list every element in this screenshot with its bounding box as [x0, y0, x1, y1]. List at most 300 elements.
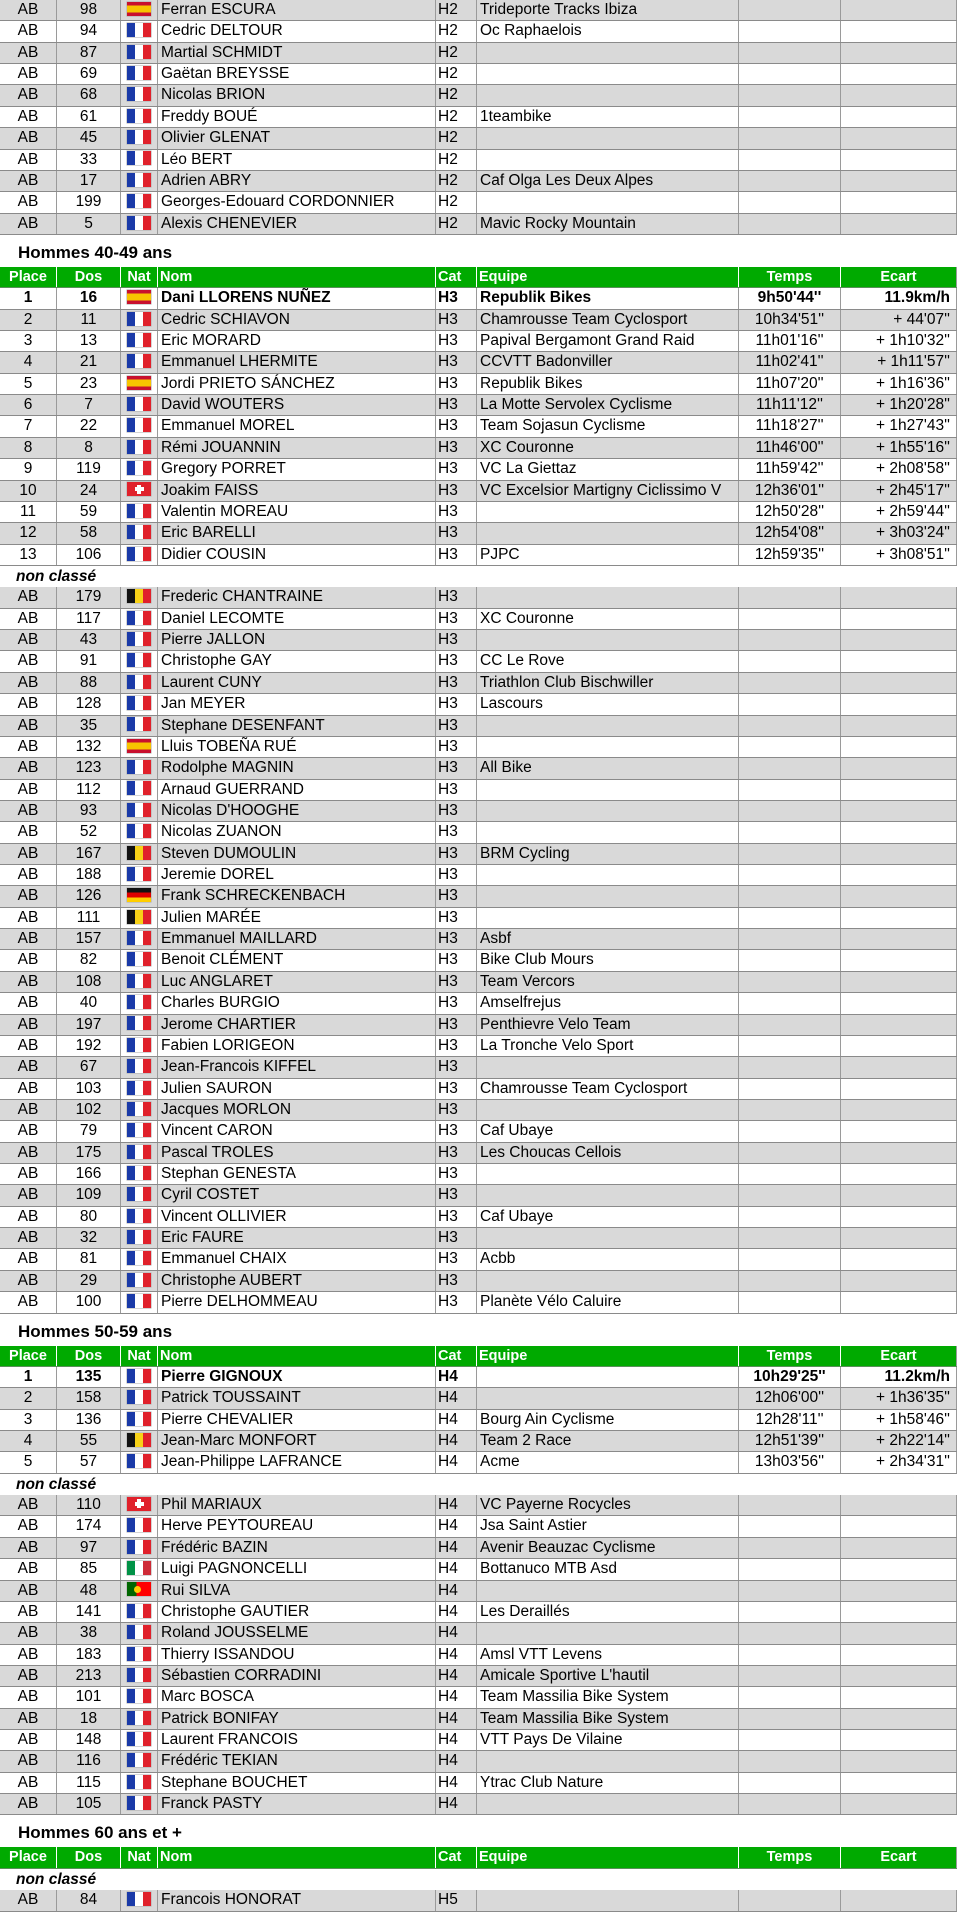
bib-cell: 59 [56, 502, 120, 522]
team-cell: Mavic Rocky Mountain [476, 214, 738, 234]
ranked-row [0, 545, 957, 566]
unranked-row [0, 1495, 957, 1516]
nat-cell [120, 331, 157, 351]
nat-cell [120, 929, 157, 949]
gap-cell [840, 972, 957, 992]
nat-cell [120, 395, 157, 415]
category-cell: H4 [435, 1730, 476, 1750]
nat-cell [120, 1602, 157, 1622]
gap-cell [840, 822, 957, 842]
header-gap: Ecart [840, 267, 957, 287]
france-flag-icon [127, 504, 151, 518]
unranked-row [0, 1100, 957, 1121]
name-cell: Jean-Francois KIFFEL [157, 1057, 435, 1077]
table-header [0, 1847, 957, 1868]
france-flag-icon [127, 632, 151, 646]
team-cell [476, 1100, 738, 1120]
nat-cell [120, 545, 157, 565]
nat-cell [120, 1890, 157, 1910]
category-cell: H3 [435, 352, 476, 372]
bib-cell: 85 [56, 1559, 120, 1579]
section-title: Hommes 40-49 ans [18, 242, 173, 262]
team-cell: Team 2 Race [476, 1431, 738, 1451]
category-cell: H2 [435, 85, 476, 105]
time-cell [738, 107, 840, 127]
time-cell [738, 1516, 840, 1536]
nat-cell [120, 630, 157, 650]
time-cell [738, 1249, 840, 1269]
france-flag-icon [127, 1273, 151, 1287]
category-cell: H2 [435, 43, 476, 63]
nat-cell [120, 43, 157, 63]
name-cell: Jerome CHARTIER [157, 1015, 435, 1035]
team-cell [476, 502, 738, 522]
header-bib: Dos [56, 267, 120, 287]
time-cell [738, 1057, 840, 1077]
place-cell: AB [17, 1271, 39, 1289]
bib-cell: 106 [56, 545, 120, 565]
gap-cell [840, 1602, 957, 1622]
gap-cell [840, 886, 957, 906]
header-category: Cat [435, 267, 476, 287]
unranked-row [0, 1036, 957, 1057]
bib-cell: 21 [56, 352, 120, 372]
time-cell [738, 1709, 840, 1729]
place-cell: AB [17, 673, 39, 691]
unranked-row [0, 21, 957, 42]
team-cell: Team Sojasun Cyclisme [476, 416, 738, 436]
unranked-row [0, 43, 957, 64]
nat-cell [120, 758, 157, 778]
name-cell: Pierre DELHOMMEAU [157, 1292, 435, 1312]
time-cell [738, 929, 840, 949]
gap-cell: + 2h59'44'' [840, 502, 957, 522]
category-cell: H3 [435, 1121, 476, 1141]
team-cell [476, 1794, 738, 1814]
time-cell [738, 1292, 840, 1312]
time-cell: 12h59'35'' [738, 545, 840, 565]
france-flag-icon [127, 151, 151, 165]
place-cell: 2 [23, 310, 33, 328]
gap-cell [840, 1794, 957, 1814]
place-cell: AB [17, 193, 39, 211]
team-cell [476, 1623, 738, 1643]
nat-cell [120, 107, 157, 127]
france-flag-icon [127, 1102, 151, 1116]
category-cell: H3 [435, 737, 476, 757]
team-cell: Amsl VTT Levens [476, 1645, 738, 1665]
time-cell [738, 1890, 840, 1910]
category-cell: H3 [435, 673, 476, 693]
place-cell: AB [17, 951, 39, 969]
nat-cell [120, 85, 157, 105]
nat-cell [120, 1666, 157, 1686]
france-flag-icon [127, 653, 151, 667]
france-flag-icon [127, 1230, 151, 1244]
france-flag-icon [127, 109, 151, 123]
unranked-row [0, 1143, 957, 1164]
gap-cell [840, 1185, 957, 1205]
bib-cell: 23 [56, 374, 120, 394]
team-cell: Amselfrejus [476, 993, 738, 1013]
bib-cell: 158 [56, 1388, 120, 1408]
team-cell [476, 150, 738, 170]
nat-cell [120, 886, 157, 906]
gap-cell [840, 107, 957, 127]
nat-cell [120, 1036, 157, 1056]
team-cell: Ytrac Club Nature [476, 1773, 738, 1793]
bib-cell: 43 [56, 630, 120, 650]
france-flag-icon [127, 1518, 151, 1532]
france-flag-icon [127, 824, 151, 838]
time-cell [738, 694, 840, 714]
category-cell: H3 [435, 587, 476, 607]
place-cell: AB [17, 1581, 39, 1599]
team-cell [476, 1890, 738, 1910]
name-cell: Frank SCHRECKENBACH [157, 886, 435, 906]
team-cell: Lascours [476, 694, 738, 714]
ranked-row [0, 459, 957, 480]
time-cell: 11h02'41'' [738, 352, 840, 372]
gap-cell [840, 950, 957, 970]
nat-cell [120, 1143, 157, 1163]
ranked-row [0, 374, 957, 395]
unranked-row [0, 1773, 957, 1794]
bib-cell: 81 [56, 1249, 120, 1269]
name-cell: Fabien LORIGEON [157, 1036, 435, 1056]
category-cell: H4 [435, 1773, 476, 1793]
team-cell: Amicale Sportive L'hautil [476, 1666, 738, 1686]
bib-cell: 61 [56, 107, 120, 127]
category-cell: H3 [435, 1271, 476, 1291]
category-cell: H2 [435, 0, 476, 20]
category-cell: H3 [435, 801, 476, 821]
name-cell: Eric MORARD [157, 331, 435, 351]
nat-cell [120, 128, 157, 148]
name-cell: Cedric SCHIAVON [157, 310, 435, 330]
category-cell: H4 [435, 1495, 476, 1515]
nat-cell [120, 1709, 157, 1729]
name-cell: Herve PEYTOUREAU [157, 1516, 435, 1536]
bib-cell: 98 [56, 0, 120, 20]
gap-cell [840, 0, 957, 20]
category-cell: H4 [435, 1516, 476, 1536]
team-cell [476, 523, 738, 543]
time-cell: 13h03'56'' [738, 1452, 840, 1472]
time-cell [738, 886, 840, 906]
name-cell: Luigi PAGNONCELLI [157, 1559, 435, 1579]
place-cell: 3 [23, 332, 33, 350]
place-cell: AB [17, 844, 39, 862]
team-cell [476, 908, 738, 928]
unranked-row [0, 1121, 957, 1142]
bib-cell: 126 [56, 886, 120, 906]
france-flag-icon [127, 1038, 151, 1052]
name-cell: Olivier GLENAT [157, 128, 435, 148]
place-cell: AB [17, 1496, 39, 1514]
time-cell: 11h01'16'' [738, 331, 840, 351]
name-cell: Frédéric BAZIN [157, 1538, 435, 1558]
time-cell [738, 64, 840, 84]
bib-cell: 119 [56, 459, 120, 479]
nat-cell [120, 288, 157, 308]
france-flag-icon [127, 1775, 151, 1789]
place-cell: 4 [23, 1432, 33, 1449]
category-cell: H4 [435, 1559, 476, 1579]
team-cell: Acbb [476, 1249, 738, 1269]
france-flag-icon [127, 1251, 151, 1265]
name-cell: Thierry ISSANDOU [157, 1645, 435, 1665]
nat-cell [120, 972, 157, 992]
nat-cell [120, 780, 157, 800]
time-cell [738, 150, 840, 170]
header-gap: Ecart [840, 1346, 957, 1366]
bib-cell: 183 [56, 1645, 120, 1665]
team-cell: Les Choucas Cellois [476, 1143, 738, 1163]
category-cell: H4 [435, 1538, 476, 1558]
time-cell [738, 1559, 840, 1579]
bib-cell: 16 [56, 288, 120, 308]
place-cell: AB [17, 908, 39, 926]
gap-cell [840, 673, 957, 693]
unranked-row [0, 950, 957, 971]
time-cell [738, 1228, 840, 1248]
category-cell: H3 [435, 609, 476, 629]
nat-cell [120, 1057, 157, 1077]
name-cell: Lluis TOBEÑA RUÉ [157, 737, 435, 757]
gap-cell [840, 1271, 957, 1291]
place-cell: AB [17, 1293, 39, 1311]
name-cell: Arnaud GUERRAND [157, 780, 435, 800]
team-cell: 1teambike [476, 107, 738, 127]
team-cell [476, 801, 738, 821]
team-cell [476, 192, 738, 212]
gap-cell [840, 1666, 957, 1686]
gap-cell [840, 1100, 957, 1120]
time-cell [738, 972, 840, 992]
portugal-flag-icon [127, 1582, 151, 1596]
table-header [0, 1346, 957, 1367]
bib-cell: 148 [56, 1730, 120, 1750]
team-cell [476, 587, 738, 607]
time-cell [738, 758, 840, 778]
bib-cell: 100 [56, 1292, 120, 1312]
france-flag-icon [127, 611, 151, 625]
team-cell: VC La Giettaz [476, 459, 738, 479]
time-cell [738, 1100, 840, 1120]
section-title: Hommes 60 ans et + [18, 1823, 182, 1843]
team-cell [476, 865, 738, 885]
time-cell [738, 1079, 840, 1099]
category-cell: H3 [435, 865, 476, 885]
team-cell [476, 85, 738, 105]
team-cell [476, 1388, 738, 1408]
name-cell: Rodolphe MAGNIN [157, 758, 435, 778]
france-flag-icon [127, 66, 151, 80]
name-cell: Martial SCHMIDT [157, 43, 435, 63]
france-flag-icon [127, 461, 151, 475]
name-cell: Ferran ESCURA [157, 0, 435, 20]
france-flag-icon [127, 1753, 151, 1767]
place-cell: AB [17, 1079, 39, 1097]
gap-cell: 11.9km/h [840, 288, 957, 308]
place-cell: AB [17, 129, 39, 147]
gap-cell: + 44'07'' [840, 310, 957, 330]
team-cell [476, 1367, 738, 1387]
gap-cell [840, 630, 957, 650]
gap-cell: + 1h11'57'' [840, 352, 957, 372]
unranked-row [0, 886, 957, 907]
header-name: Nom [157, 1346, 435, 1366]
bib-cell: 68 [56, 85, 120, 105]
header-nat: Nat [120, 1847, 157, 1867]
france-flag-icon [127, 696, 151, 710]
place-cell: 5 [23, 1453, 33, 1471]
nat-cell [120, 1538, 157, 1558]
name-cell: Roland JOUSSELME [157, 1623, 435, 1643]
bib-cell: 29 [56, 1271, 120, 1291]
name-cell: Pierre JALLON [157, 630, 435, 650]
name-cell: Pierre CHEVALIER [157, 1410, 435, 1430]
gap-cell [840, 1751, 957, 1771]
france-flag-icon [127, 995, 151, 1009]
ranked-row [0, 1388, 957, 1409]
time-cell [738, 993, 840, 1013]
ranked-row [0, 502, 957, 523]
gap-cell [840, 1143, 957, 1163]
category-cell: H3 [435, 1164, 476, 1184]
bib-cell: 22 [56, 416, 120, 436]
bib-cell: 55 [56, 1431, 120, 1451]
team-cell: Jsa Saint Astier [476, 1516, 738, 1536]
france-flag-icon [127, 1689, 151, 1703]
category-cell: H3 [435, 395, 476, 415]
nat-cell [120, 737, 157, 757]
time-cell: 11h11'12'' [738, 395, 840, 415]
nat-cell [120, 502, 157, 522]
name-cell: Léo BERT [157, 150, 435, 170]
unranked-row [0, 64, 957, 85]
name-cell: Christophe GAY [157, 651, 435, 671]
place-cell: AB [17, 1186, 39, 1204]
category-cell: H3 [435, 716, 476, 736]
place-cell: AB [17, 1666, 39, 1684]
team-cell: XC Couronne [476, 609, 738, 629]
team-cell [476, 1751, 738, 1771]
time-cell [738, 801, 840, 821]
place-cell: AB [17, 22, 39, 40]
name-cell: Jordi PRIETO SÁNCHEZ [157, 374, 435, 394]
bib-cell: 17 [56, 171, 120, 191]
unranked-row [0, 128, 957, 149]
time-cell: 12h36'01'' [738, 481, 840, 501]
bib-cell: 167 [56, 844, 120, 864]
name-cell: Steven DUMOULIN [157, 844, 435, 864]
gap-cell [840, 1121, 957, 1141]
france-flag-icon [127, 867, 151, 881]
bib-cell: 52 [56, 822, 120, 842]
name-cell: Luc ANGLARET [157, 972, 435, 992]
bib-cell: 110 [56, 1495, 120, 1515]
header-nat: Nat [120, 1346, 157, 1366]
place-cell: 6 [23, 396, 33, 414]
unranked-row [0, 1015, 957, 1036]
place-cell: 5 [23, 374, 33, 392]
gap-cell [840, 21, 957, 41]
place-cell: AB [17, 866, 39, 884]
france-flag-icon [127, 1390, 151, 1404]
category-cell: H3 [435, 1079, 476, 1099]
place-cell: AB [17, 1143, 39, 1161]
nat-cell [120, 1452, 157, 1472]
name-cell: Rui SILVA [157, 1581, 435, 1601]
ranked-row [0, 395, 957, 416]
unranked-row [0, 1079, 957, 1100]
category-cell: H3 [435, 1228, 476, 1248]
belgium-flag-icon [127, 1433, 151, 1447]
france-flag-icon [127, 1892, 151, 1906]
bib-cell: 38 [56, 1623, 120, 1643]
time-cell [738, 1687, 840, 1707]
gap-cell [840, 171, 957, 191]
spain-flag-icon [127, 290, 151, 304]
gap-cell [840, 1623, 957, 1643]
gap-cell [840, 737, 957, 757]
category-cell: H3 [435, 1292, 476, 1312]
bib-cell: 24 [56, 481, 120, 501]
nat-cell [120, 1292, 157, 1312]
france-flag-icon [127, 1081, 151, 1095]
header-place: Place [9, 268, 47, 285]
unranked-row [0, 694, 957, 715]
bib-cell: 132 [56, 737, 120, 757]
nat-cell [120, 865, 157, 885]
ranked-row [0, 416, 957, 437]
name-cell: Phil MARIAUX [157, 1495, 435, 1515]
place-cell: AB [17, 609, 39, 627]
belgium-flag-icon [127, 846, 151, 860]
unranked-row [0, 1666, 957, 1687]
unranked-row [0, 1751, 957, 1772]
team-cell [476, 1185, 738, 1205]
team-cell [476, 64, 738, 84]
nat-cell [120, 1228, 157, 1248]
name-cell: Patrick TOUSSAINT [157, 1388, 435, 1408]
team-cell [476, 1057, 738, 1077]
name-cell: Adrien ABRY [157, 171, 435, 191]
france-flag-icon [127, 130, 151, 144]
header-bib: Dos [56, 1346, 120, 1366]
team-cell: PJPC [476, 545, 738, 565]
nat-cell [120, 1410, 157, 1430]
category-cell: H3 [435, 929, 476, 949]
france-flag-icon [127, 1647, 151, 1661]
place-cell: AB [17, 1560, 39, 1578]
category-cell: H3 [435, 1100, 476, 1120]
france-flag-icon [127, 1016, 151, 1030]
gap-cell [840, 1228, 957, 1248]
nat-cell [120, 1773, 157, 1793]
unranked-row [0, 1559, 957, 1580]
time-cell [738, 737, 840, 757]
name-cell: Jan MEYER [157, 694, 435, 714]
ranked-row [0, 1410, 957, 1431]
germany-flag-icon [127, 888, 151, 902]
name-cell: Jacques MORLON [157, 1100, 435, 1120]
france-flag-icon [127, 1187, 151, 1201]
nat-cell [120, 416, 157, 436]
place-cell: 1 [23, 289, 33, 307]
